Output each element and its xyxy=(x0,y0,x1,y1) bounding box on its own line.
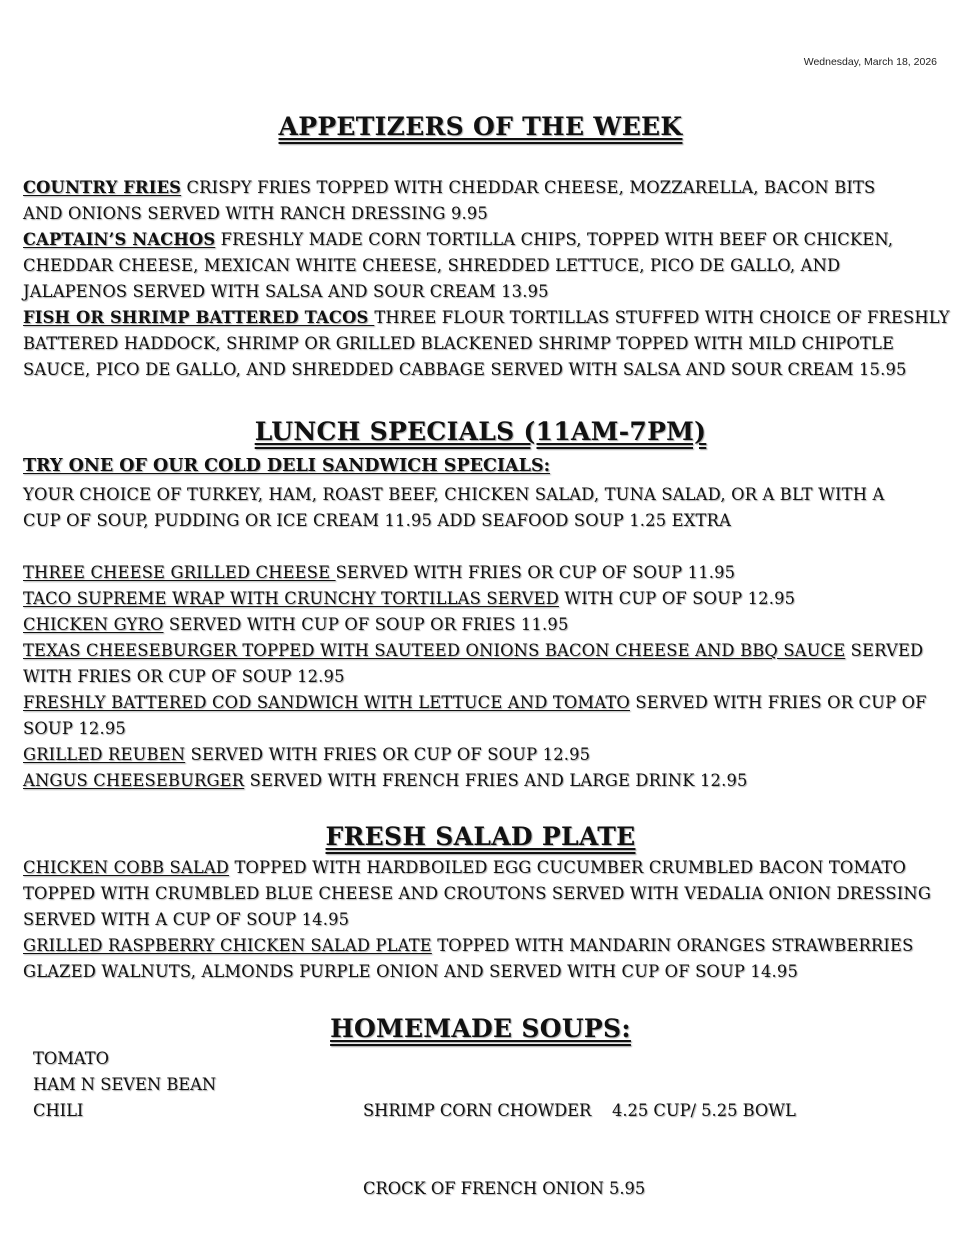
item-desc: SERVED WITH FRIES OR CUP OF xyxy=(629,693,927,712)
item-name: THREE CHEESE GRILLED CHEESE xyxy=(23,563,336,582)
appetizer-line xyxy=(23,331,950,357)
item-desc: SERVED xyxy=(845,641,924,660)
lunch-line xyxy=(23,664,927,690)
item-desc: THREE FLOUR TORTILLAS STUFFED WITH CHOICE OF FRESHLY xyxy=(374,308,950,327)
item-name: TACO SUPREME WRAP WITH CRUNCHY TORTILLAS SERVED xyxy=(23,589,559,608)
salad-line xyxy=(23,855,931,881)
lunch-line xyxy=(23,586,927,612)
appetizer-line xyxy=(23,227,950,253)
item-name: GRILLED REUBEN xyxy=(23,745,186,764)
item-name: CAPTAIN’S NACHOS xyxy=(23,230,216,249)
item-desc: SERVED WITH FRENCH FRIES AND LARGE DRINK 12.95 xyxy=(244,771,748,790)
salad-line xyxy=(23,933,931,959)
lunch-line xyxy=(23,560,927,586)
item-desc: SERVED WITH FRIES OR CUP OF SOUP 11.95 xyxy=(335,563,736,582)
item-name: ANGUS CHEESEBURGER xyxy=(23,771,245,790)
appetizer-line xyxy=(23,279,950,305)
appetizers-heading: APPETIZERS OF THE WEEK xyxy=(278,112,683,141)
lunch-line xyxy=(23,742,927,768)
soup-item: SHRIMP CORN CHOWDER 4.25 CUP/ 5.25 BOWL xyxy=(363,1101,796,1120)
item-desc: TOPPED WITH CRUMBLED BLUE CHEESE AND CROUTONS SERVED WITH VEDALIA ONION DRESSING xyxy=(23,884,932,903)
item-desc: JALAPENOS SERVED WITH SALSA AND SOUR CREAM 13.95 xyxy=(23,282,549,301)
salad-line xyxy=(23,959,931,985)
deli-heading: TRY ONE OF OUR COLD DELI SANDWICH SPECIALS: xyxy=(23,456,551,476)
deli-line: CUP OF SOUP, PUDDING OR ICE CREAM 11.95 ADD SEAFOOD SOUP 1.25 EXTRA xyxy=(23,511,732,530)
print-date: Wednesday, March 18, 2026 xyxy=(803,56,937,68)
item-name: COUNTRY FRIES xyxy=(23,178,182,197)
soups-left-column xyxy=(33,1046,216,1124)
appetizer-line xyxy=(23,305,950,331)
lunch-line xyxy=(23,690,927,716)
lunch-line xyxy=(23,638,927,664)
item-desc: SERVED WITH CUP OF SOUP OR FRIES 11.95 xyxy=(163,615,569,634)
item-name: CHICKEN COBB SALAD xyxy=(23,858,230,877)
soup-item: HAM N SEVEN BEAN xyxy=(33,1075,217,1094)
lunch-line xyxy=(23,612,927,638)
appetizers-section xyxy=(23,175,950,383)
appetizer-line xyxy=(23,175,950,201)
salad-section xyxy=(23,855,931,985)
salad-heading: FRESH SALAD PLATE xyxy=(325,822,636,851)
item-name: FISH OR SHRIMP BATTERED TACOS xyxy=(23,308,375,327)
item-desc: WITH FRIES OR CUP OF SOUP 12.95 xyxy=(23,667,345,686)
soup-item: CROCK OF FRENCH ONION 5.95 xyxy=(363,1179,646,1198)
lunch-line xyxy=(23,768,927,794)
item-desc: WITH CUP OF SOUP 12.95 xyxy=(558,589,796,608)
item-desc: CHEDDAR CHEESE, MEXICAN WHITE CHEESE, SHREDDED LETTUCE, PICO DE GALLO, AND xyxy=(23,256,841,275)
lunch-heading: LUNCH SPECIALS (11AM-7PM) xyxy=(254,417,707,446)
item-desc: CRISPY FRIES TOPPED WITH CHEDDAR CHEESE, MOZZARELLA, BACON BITS xyxy=(181,178,876,197)
item-name: TEXAS CHEESEBURGER TOPPED WITH SAUTEED ONIONS BACON CHEESE AND BBQ SAUCE xyxy=(23,641,846,660)
item-desc: SERVED WITH A CUP OF SOUP 14.95 xyxy=(23,910,350,929)
deli-line: YOUR CHOICE OF TURKEY, HAM, ROAST BEEF, CHICKEN SALAD, TUNA SALAD, OR A BLT WITH A xyxy=(23,485,885,504)
item-desc: AND ONIONS SERVED WITH RANCH DRESSING 9.95 xyxy=(23,204,488,223)
item-desc: GLAZED WALNUTS, ALMONDS PURPLE ONION AND SERVED WITH CUP OF SOUP 14.95 xyxy=(23,962,799,981)
appetizer-line xyxy=(23,201,950,227)
item-desc: SOUP 12.95 xyxy=(23,719,126,738)
soup-item: TOMATO xyxy=(33,1049,109,1068)
soups-right-column xyxy=(363,1046,796,1254)
soups-heading: HOMEMADE SOUPS: xyxy=(330,1014,631,1043)
item-name: CHICKEN GYRO xyxy=(23,615,164,634)
lunch-line xyxy=(23,716,927,742)
appetizer-line xyxy=(23,357,950,383)
item-name: FRESHLY BATTERED COD SANDWICH WITH LETTUCE AND TOMATO xyxy=(23,693,630,712)
item-desc: TOPPED WITH MANDARIN ORANGES STRAWBERRIES xyxy=(431,936,914,955)
item-name: GRILLED RASPBERRY CHICKEN SALAD PLATE xyxy=(23,936,432,955)
item-desc: FRESHLY MADE CORN TORTILLA CHIPS, TOPPED WITH BEEF OR CHICKEN, xyxy=(215,230,894,249)
item-desc: TOPPED WITH HARDBOILED EGG CUCUMBER CRUMBLED BACON TOMATO xyxy=(229,858,906,877)
lunch-section xyxy=(23,454,927,794)
item-desc: SERVED WITH FRIES OR CUP OF SOUP 12.95 xyxy=(185,745,591,764)
appetizer-line xyxy=(23,253,950,279)
salad-line xyxy=(23,881,931,907)
item-desc: SAUCE, PICO DE GALLO, AND SHREDDED CABBAGE SERVED WITH SALSA AND SOUR CREAM 15.95 xyxy=(23,360,907,379)
salad-line xyxy=(23,907,931,933)
item-desc: BATTERED HADDOCK, SHRIMP OR GRILLED BLACKENED SHRIMP TOPPED WITH MILD CHIPOTLE xyxy=(23,334,895,353)
soup-item: CHILI xyxy=(33,1101,84,1120)
